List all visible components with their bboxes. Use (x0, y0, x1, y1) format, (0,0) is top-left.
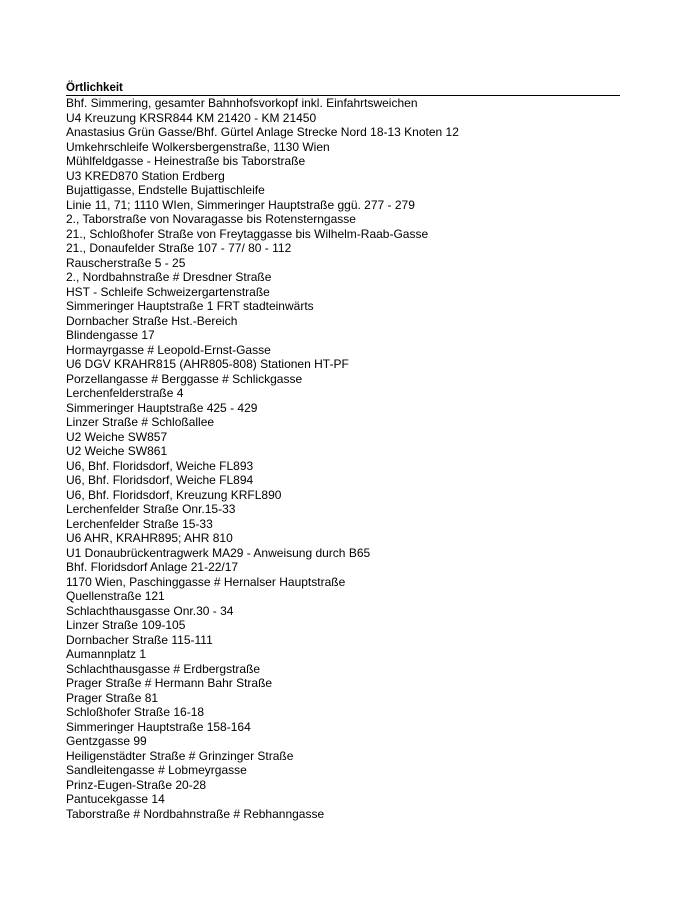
list-item: Umkehrschleife Wolkersbergenstraße, 1130 Wien (66, 139, 330, 154)
list-item: Simmeringer Hauptstraße 1 FRT stadteinwärts (66, 299, 314, 313)
list-item: Blindengasse 17 (66, 328, 155, 342)
list-item: Pantucekgasse 14 (66, 792, 165, 806)
list-item: Simmeringer Hauptstraße 425 - 429 (66, 400, 258, 415)
list-item: U6 DGV KRAHR815 (AHR805-808) Stationen HT-PF (66, 357, 349, 371)
list-item: Bhf. Floridsdorf Anlage 21-22/17 (66, 560, 239, 574)
list-item: U6, Bhf. Floridsdorf, Kreuzung KRFL890 (66, 487, 282, 502)
list-item: Sandleitengasse # Lobmeyrgasse (66, 763, 247, 777)
list-item: Lerchenfelderstraße 4 (66, 386, 184, 400)
list-item: Rauscherstraße 5 - 25 (66, 255, 186, 270)
list-item: Heiligenstädter Straße # Grinzinger Straße (66, 748, 294, 763)
list-item: 2., Nordbahnstraße # Dresdner Straße (66, 270, 272, 284)
list-item: Aumannplatz 1 (66, 647, 147, 661)
list-item: 2., Taborstraße von Novaragasse bis Rotensterngasse (66, 212, 356, 226)
list-item: Linzer Straße 109-105 (66, 618, 186, 632)
list-item: Linzer Straße # Schloßallee (66, 415, 215, 429)
list-item: 21., Donaufelder Straße 107 - 77/ 80 - 112 (66, 241, 292, 255)
list-item: 21., Schloßhofer Straße von Freytaggasse bis Wilhelm-Raab-Gasse (66, 226, 429, 241)
list-item: Prinz-Eugen-Straße 20-28 (66, 777, 207, 792)
list-item: Lerchenfelder Straße Onr.15-33 (66, 502, 236, 516)
list-item: Hormayrgasse # Leopold-Ernst-Gasse (66, 342, 271, 357)
list-item: U2 Weiche SW861 (66, 444, 168, 458)
list-item: Quellenstraße 121 (66, 589, 165, 603)
list-item: U6, Bhf. Floridsdorf, Weiche FL894 (66, 473, 254, 487)
list-item: Mühlfeldgasse - Heinestraße bis Taborstraße (66, 154, 306, 168)
list-item: Schlachthausgasse # Erdbergstraße (66, 661, 261, 676)
list-item: Gentzgasse 99 (66, 734, 147, 748)
list-item: Linie 11, 71; 1110 WIen, Simmeringer Hauptstraße ggü. 277 - 279 (66, 197, 415, 212)
list-item: Schlachthausgasse Onr.30 - 34 (66, 603, 234, 618)
list-item: HST - Schleife Schweizergartenstraße (66, 284, 270, 299)
list-item: Simmeringer Hauptstraße 158-164 (66, 719, 251, 734)
list-item: Lerchenfelder Straße 15-33 (66, 516, 213, 531)
list-item: Prager Straße # Hermann Bahr Straße (66, 676, 273, 690)
list-item: U2 Weiche SW857 (66, 429, 168, 444)
list-item: U6 AHR, KRAHR895; AHR 810 (66, 531, 233, 545)
column-header-oertlichkeit: Örtlichkeit (66, 82, 620, 96)
list-item: Bujattigasse, Endstelle Bujattischleife (66, 183, 265, 197)
list-item: Schloßhofer Straße 16-18 (66, 705, 205, 719)
list-item: Taborstraße # Nordbahnstraße # Rebhanngasse (66, 806, 325, 821)
list-item: 1170 Wien, Paschinggasse # Hernalser Hauptstraße (66, 574, 346, 589)
location-table (66, 82, 620, 821)
list-item: U4 Kreuzung KRSR844 KM 21420 - KM 21450 (66, 110, 317, 125)
list-item: U6, Bhf. Floridsdorf, Weiche FL893 (66, 458, 254, 473)
list-item: Porzellangasse # Berggasse # Schlickgasse (66, 371, 303, 386)
list-item: Prager Straße 81 (66, 690, 159, 705)
list-item: Dornbacher Straße Hst.-Bereich (66, 313, 238, 328)
list-item: Anastasius Grün Gasse/Bhf. Gürtel Anlage Strecke Nord 18-13 Knoten 12 (66, 125, 459, 139)
location-list (66, 96, 620, 821)
list-item: U1 Donaubrückentragwerk MA29 - Anweisung durch B65 (66, 545, 371, 560)
list-item: Bhf. Simmering, gesamter Bahnhofsvorkopf inkl. Einfahrtsweichen (66, 96, 418, 110)
list-item: U3 KRED870 Station Erdberg (66, 168, 225, 183)
list-item: Dornbacher Straße 115-111 (66, 632, 213, 647)
